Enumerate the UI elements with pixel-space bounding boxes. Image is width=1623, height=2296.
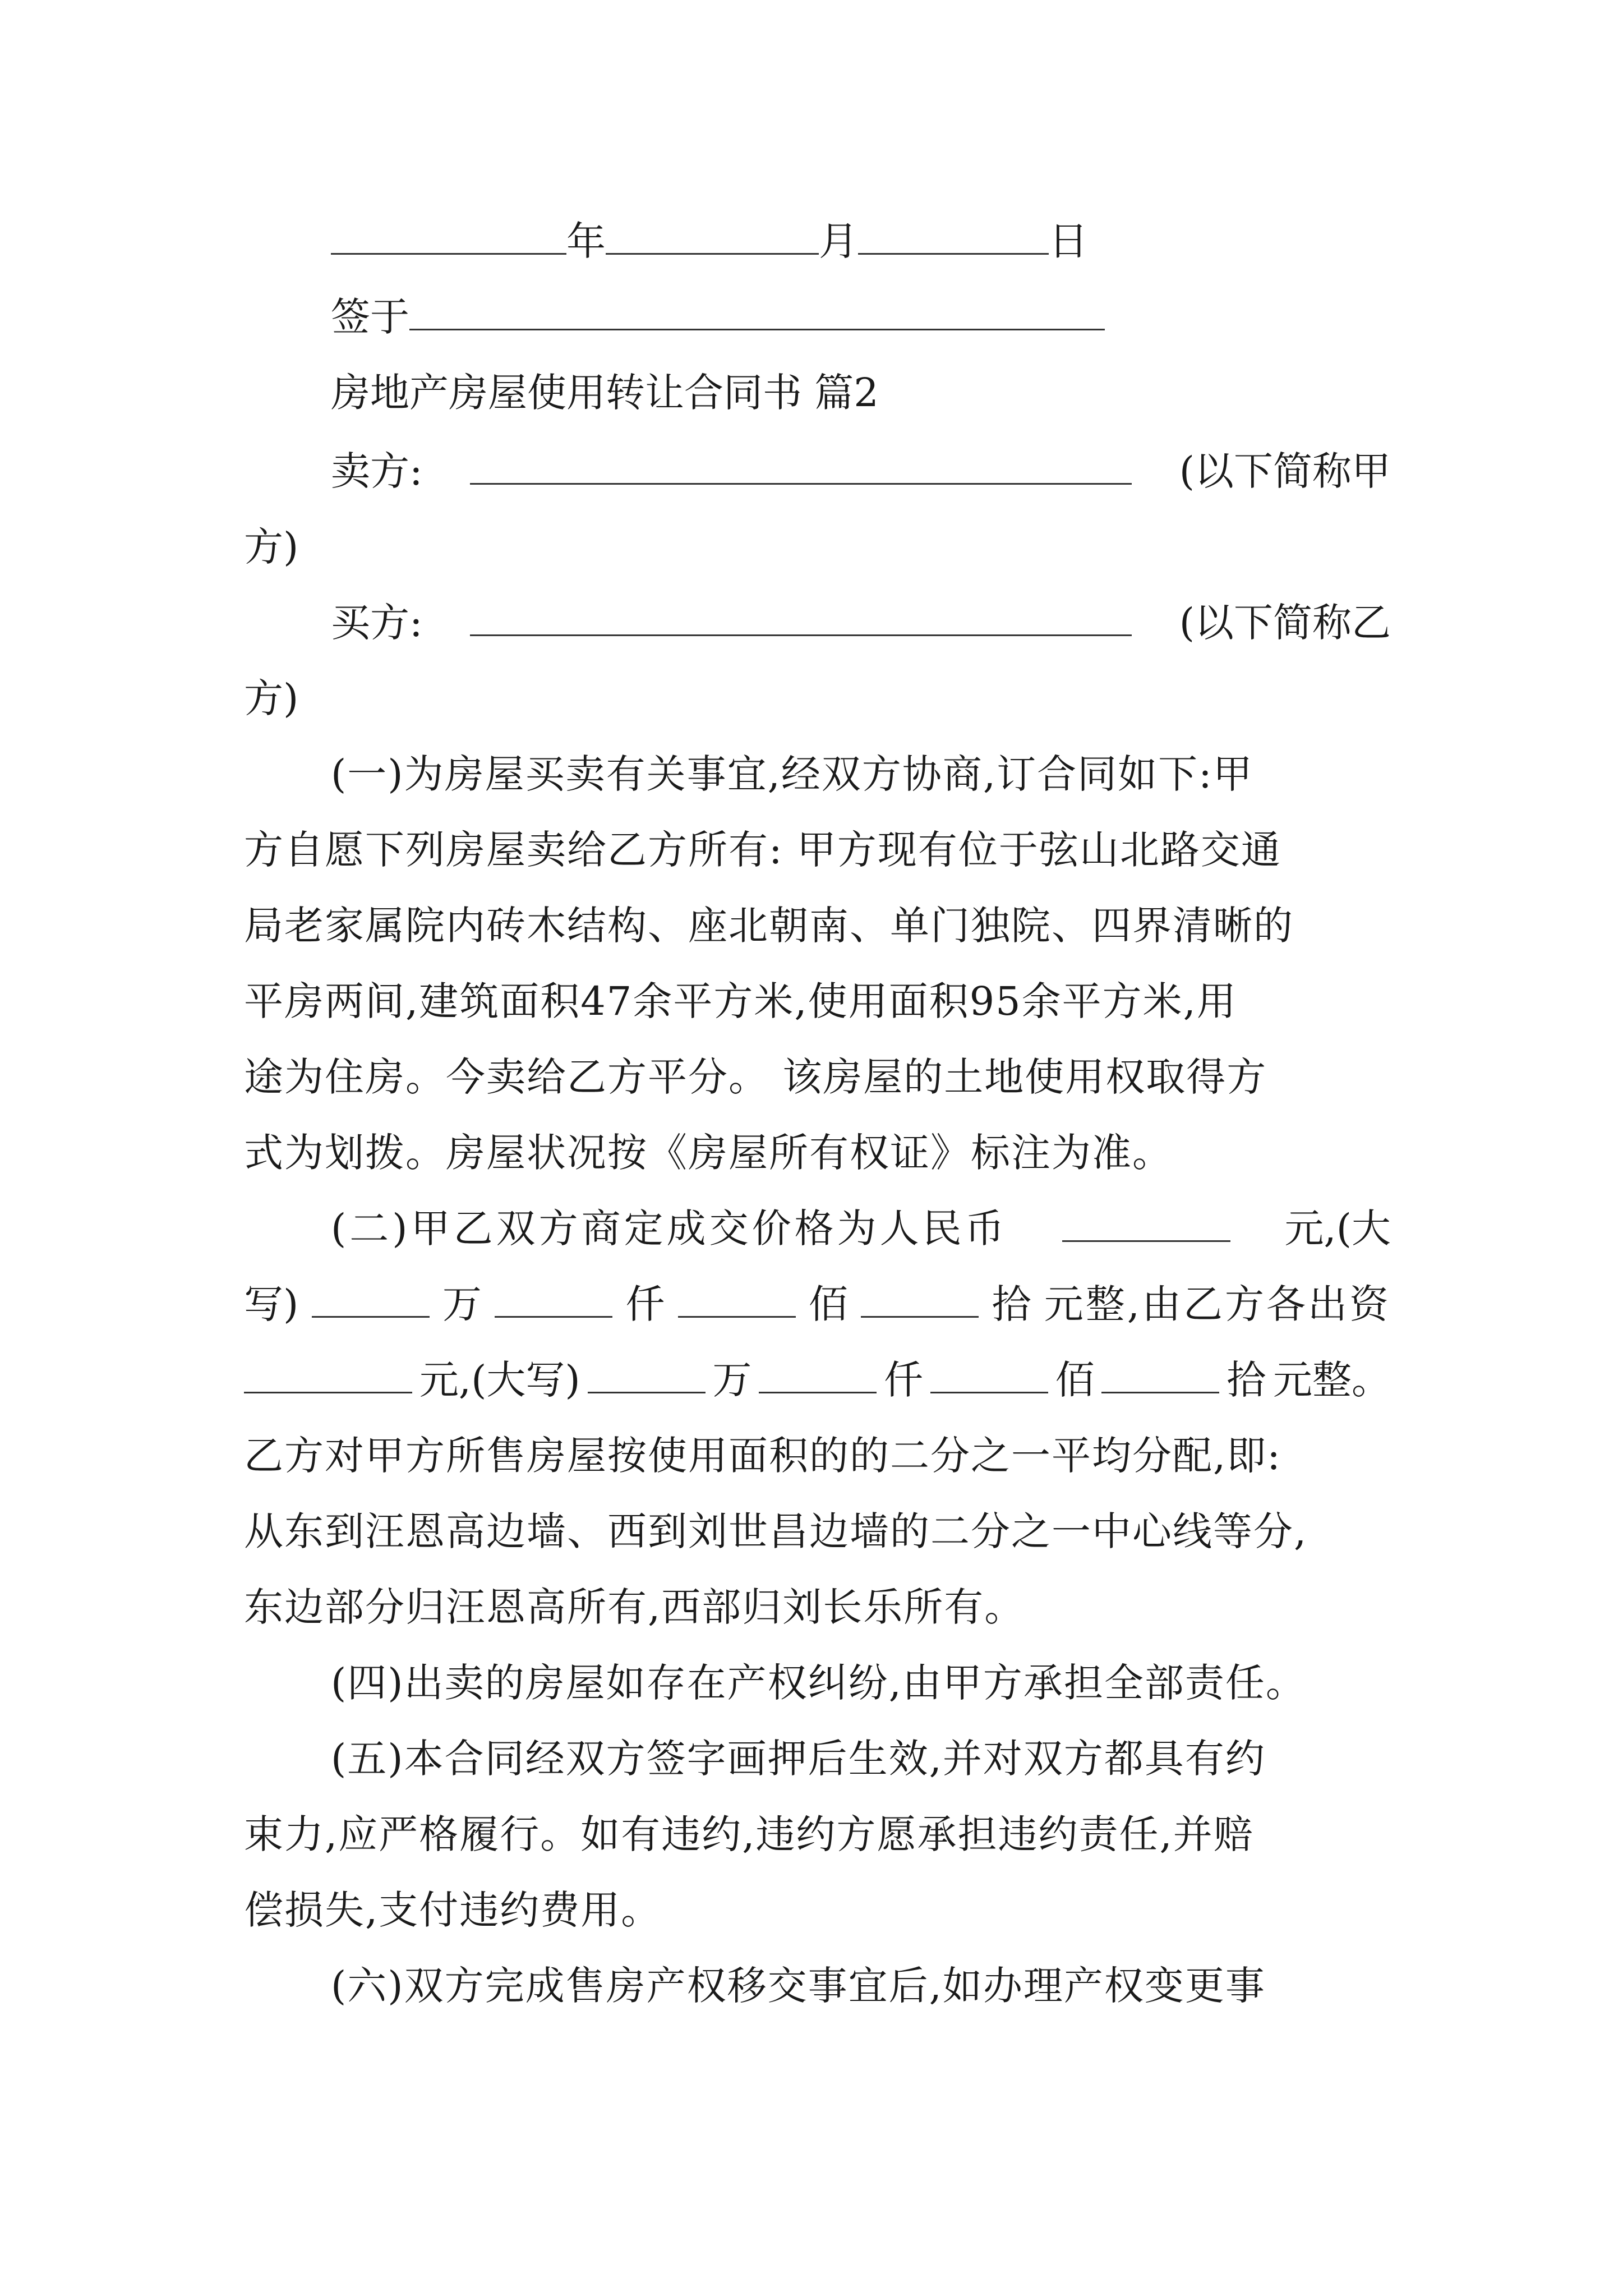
month-blank [606,218,819,255]
yuan-zheng-contribute: 元整,由乙方各出资 [1044,1281,1391,1327]
day-blank [858,218,1049,255]
clause-1-line-3: 局老家属院内砖木结构、座北朝南、单门独院、四界清晰的 [244,903,1294,949]
wan-label-2: 万 [712,1357,752,1403]
seller-line [331,443,1391,499]
shi-blank [861,1281,979,1318]
signed-at-label: 签于 [331,294,409,340]
wan-label: 万 [442,1281,482,1327]
clause-5-line-1: (五)本合同经双方签字画押后生效,并对双方都具有约 [331,1736,1266,1782]
contribution-blank [244,1357,412,1393]
yuan-zheng-end: 元整。 [1273,1357,1391,1403]
buyer-blank [470,600,1132,636]
clause-6: (六)双方完成售房产权移交事宜后,如办理产权变更事 [331,1963,1266,2009]
buyer-label: 买方: [331,600,423,646]
seller-suffix: (以下简称甲 [1179,448,1391,494]
clause-2-line-1 [331,1200,1391,1257]
qian-blank [495,1281,612,1318]
clause-2-line-2 [244,1276,1391,1332]
day-label: 日 [1049,218,1088,264]
clause-2-rest-1: 乙方对甲方所售房屋按使用面积的的二分之一平均分配,即: [244,1433,1281,1479]
shi-label: 拾 [992,1281,1031,1327]
clause-2-rest-3: 东边部分归汪恩高所有,西部归刘长乐所有。 [244,1584,1025,1630]
signed-at-blank [409,294,1105,330]
date-line [331,213,1088,269]
qian-label: 仟 [625,1281,665,1327]
signed-at-line [331,289,1105,345]
bai-label: 佰 [808,1281,848,1327]
section-title: 房地产房屋使用转让合同书 篇2 [331,370,879,416]
clause-1-line-5: 途为住房。今卖给乙方平分。 该房屋的土地使用权取得方 [244,1054,1267,1100]
clause-1-line-1: (一)为房屋买卖有关事宜,经双方协商,订合同如下:甲 [331,751,1253,797]
clause-5-line-2: 束力,应严格履行。如有违约,违约方愿承担违约责任,并赔 [244,1811,1254,1857]
clause-1-line-2: 方自愿下列房屋卖给乙方所有: 甲方现有位于弦山北路交通 [244,827,1281,873]
clause-2-price-text: (二)甲乙双方商定成交价格为人民币 [331,1205,1008,1251]
qian-label-2: 仟 [883,1357,923,1403]
seller-label: 卖方: [331,448,423,494]
year-blank [331,218,566,255]
year-label: 年 [566,218,606,264]
upper-case-label: 写) [244,1281,299,1327]
clause-4: (四)出卖的房屋如存在产权纠纷,由甲方承担全部责任。 [331,1660,1306,1706]
buyer-suffix: (以下简称乙 [1179,600,1391,646]
shi-blank-2 [1101,1357,1219,1393]
wan-blank [312,1281,430,1318]
qian-blank-2 [759,1357,877,1393]
contribution-yuan-upper: 元,(大写) [419,1357,580,1403]
clause-5-line-3: 偿损失,支付违约费用。 [244,1887,662,1933]
seller-suffix-cont: 方) [244,524,299,570]
buyer-line [331,595,1391,651]
price-blank [1062,1205,1230,1242]
seller-blank [470,448,1132,485]
clause-2-rest-2: 从东到汪恩高边墙、西到刘世昌边墙的二分之一中心线等分, [244,1508,1308,1554]
clause-1-line-4: 平房两间,建筑面积47余平方米,使用面积95余平方米,用 [244,978,1237,1024]
shi-label-2: 拾 [1227,1357,1266,1403]
bai-blank-2 [930,1357,1048,1393]
bai-label-2: 佰 [1055,1357,1095,1403]
bai-blank [678,1281,796,1318]
wan-blank-2 [588,1357,706,1393]
month-label: 月 [819,218,858,264]
clause-2-yuan-upper: 元,(大 [1284,1205,1391,1251]
clause-2-line-3 [244,1352,1391,1408]
clause-1-line-6: 式为划拨。房屋状况按《房屋所有权证》标注为准。 [244,1130,1173,1176]
buyer-suffix-cont: 方) [244,675,299,721]
